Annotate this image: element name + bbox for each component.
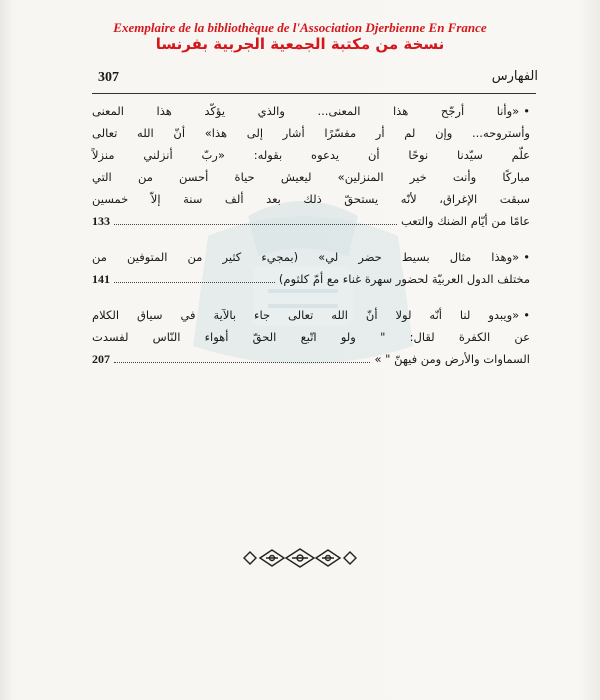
entry-leader-row [92, 210, 530, 232]
index-entry [92, 304, 530, 370]
entry-page-ref: 133 [92, 214, 110, 228]
entry-text: عامًا من أيّام الضنك والتعب [401, 214, 530, 228]
entry-text: مختلف الدول العربيّة لحضور سهرة غناء مع أمّ كلثوم) [278, 272, 530, 286]
bullet-icon: • [523, 104, 530, 118]
entry-line: سبقت الإغراق، لأنّه يستحقّ ذلك بعد ألف سنة إلاّ خمسين [92, 192, 530, 206]
dot-leader [114, 362, 370, 363]
entry-line: عن الكفرة لقال: " ولو اتّبع الحقّ أهواء النّاس لفسدت [92, 330, 530, 344]
entry-text: «ويبدو لنا أنّه لولا أنّ الله تعالى جاء بالآية في سياق الكلام [92, 308, 520, 322]
entry-line: وأستروحه... وإن لم أر مفسّرًا أشار إلى هذا» أنّ الله تعالى [92, 126, 530, 140]
entry-leader-row [92, 348, 530, 370]
entry-line: علّم سيّدنا نوحًا أن يدعوه بقوله: «ربّ أنزلني منزلاً [92, 148, 530, 162]
dot-leader [114, 224, 397, 225]
index-entry [92, 246, 530, 290]
entry-line [92, 100, 530, 122]
library-watermark-french: Exemplaire de la bibliothèque de l'Association Djerbienne En France [113, 20, 487, 35]
entry-page-ref: 141 [92, 272, 110, 286]
ornament-divider-icon [240, 547, 360, 569]
bullet-icon: • [523, 308, 530, 322]
index-entry [92, 100, 530, 232]
library-watermark-arabic: نسخة من مكتبة الجمعية الجربية بفرنسا [155, 35, 445, 53]
entry-leader-row [92, 268, 530, 290]
entry-line [92, 246, 530, 268]
entry-page-ref: 207 [92, 352, 110, 366]
running-header-title: الفهارس [491, 69, 538, 84]
entry-line: مباركًا وأنت خير المنزلين» ليعيش حياة أحسن من التي [92, 170, 530, 184]
entry-text: «وهذا مثال بسيط حضر لي» (بمجيء كثير من المتوفين من [92, 250, 520, 264]
index-entries [92, 100, 530, 384]
page-number: 307 [98, 70, 119, 85]
entry-line [92, 304, 530, 326]
header-rule [92, 93, 536, 94]
dot-leader [114, 282, 275, 283]
bullet-icon: • [523, 250, 530, 264]
entry-text: «وأنا أرجّح هذا المعنى... والذي يؤكّد هذا المعنى [92, 104, 520, 118]
entry-text: السماوات والأرض ومن فيهنّ " » [374, 352, 530, 366]
